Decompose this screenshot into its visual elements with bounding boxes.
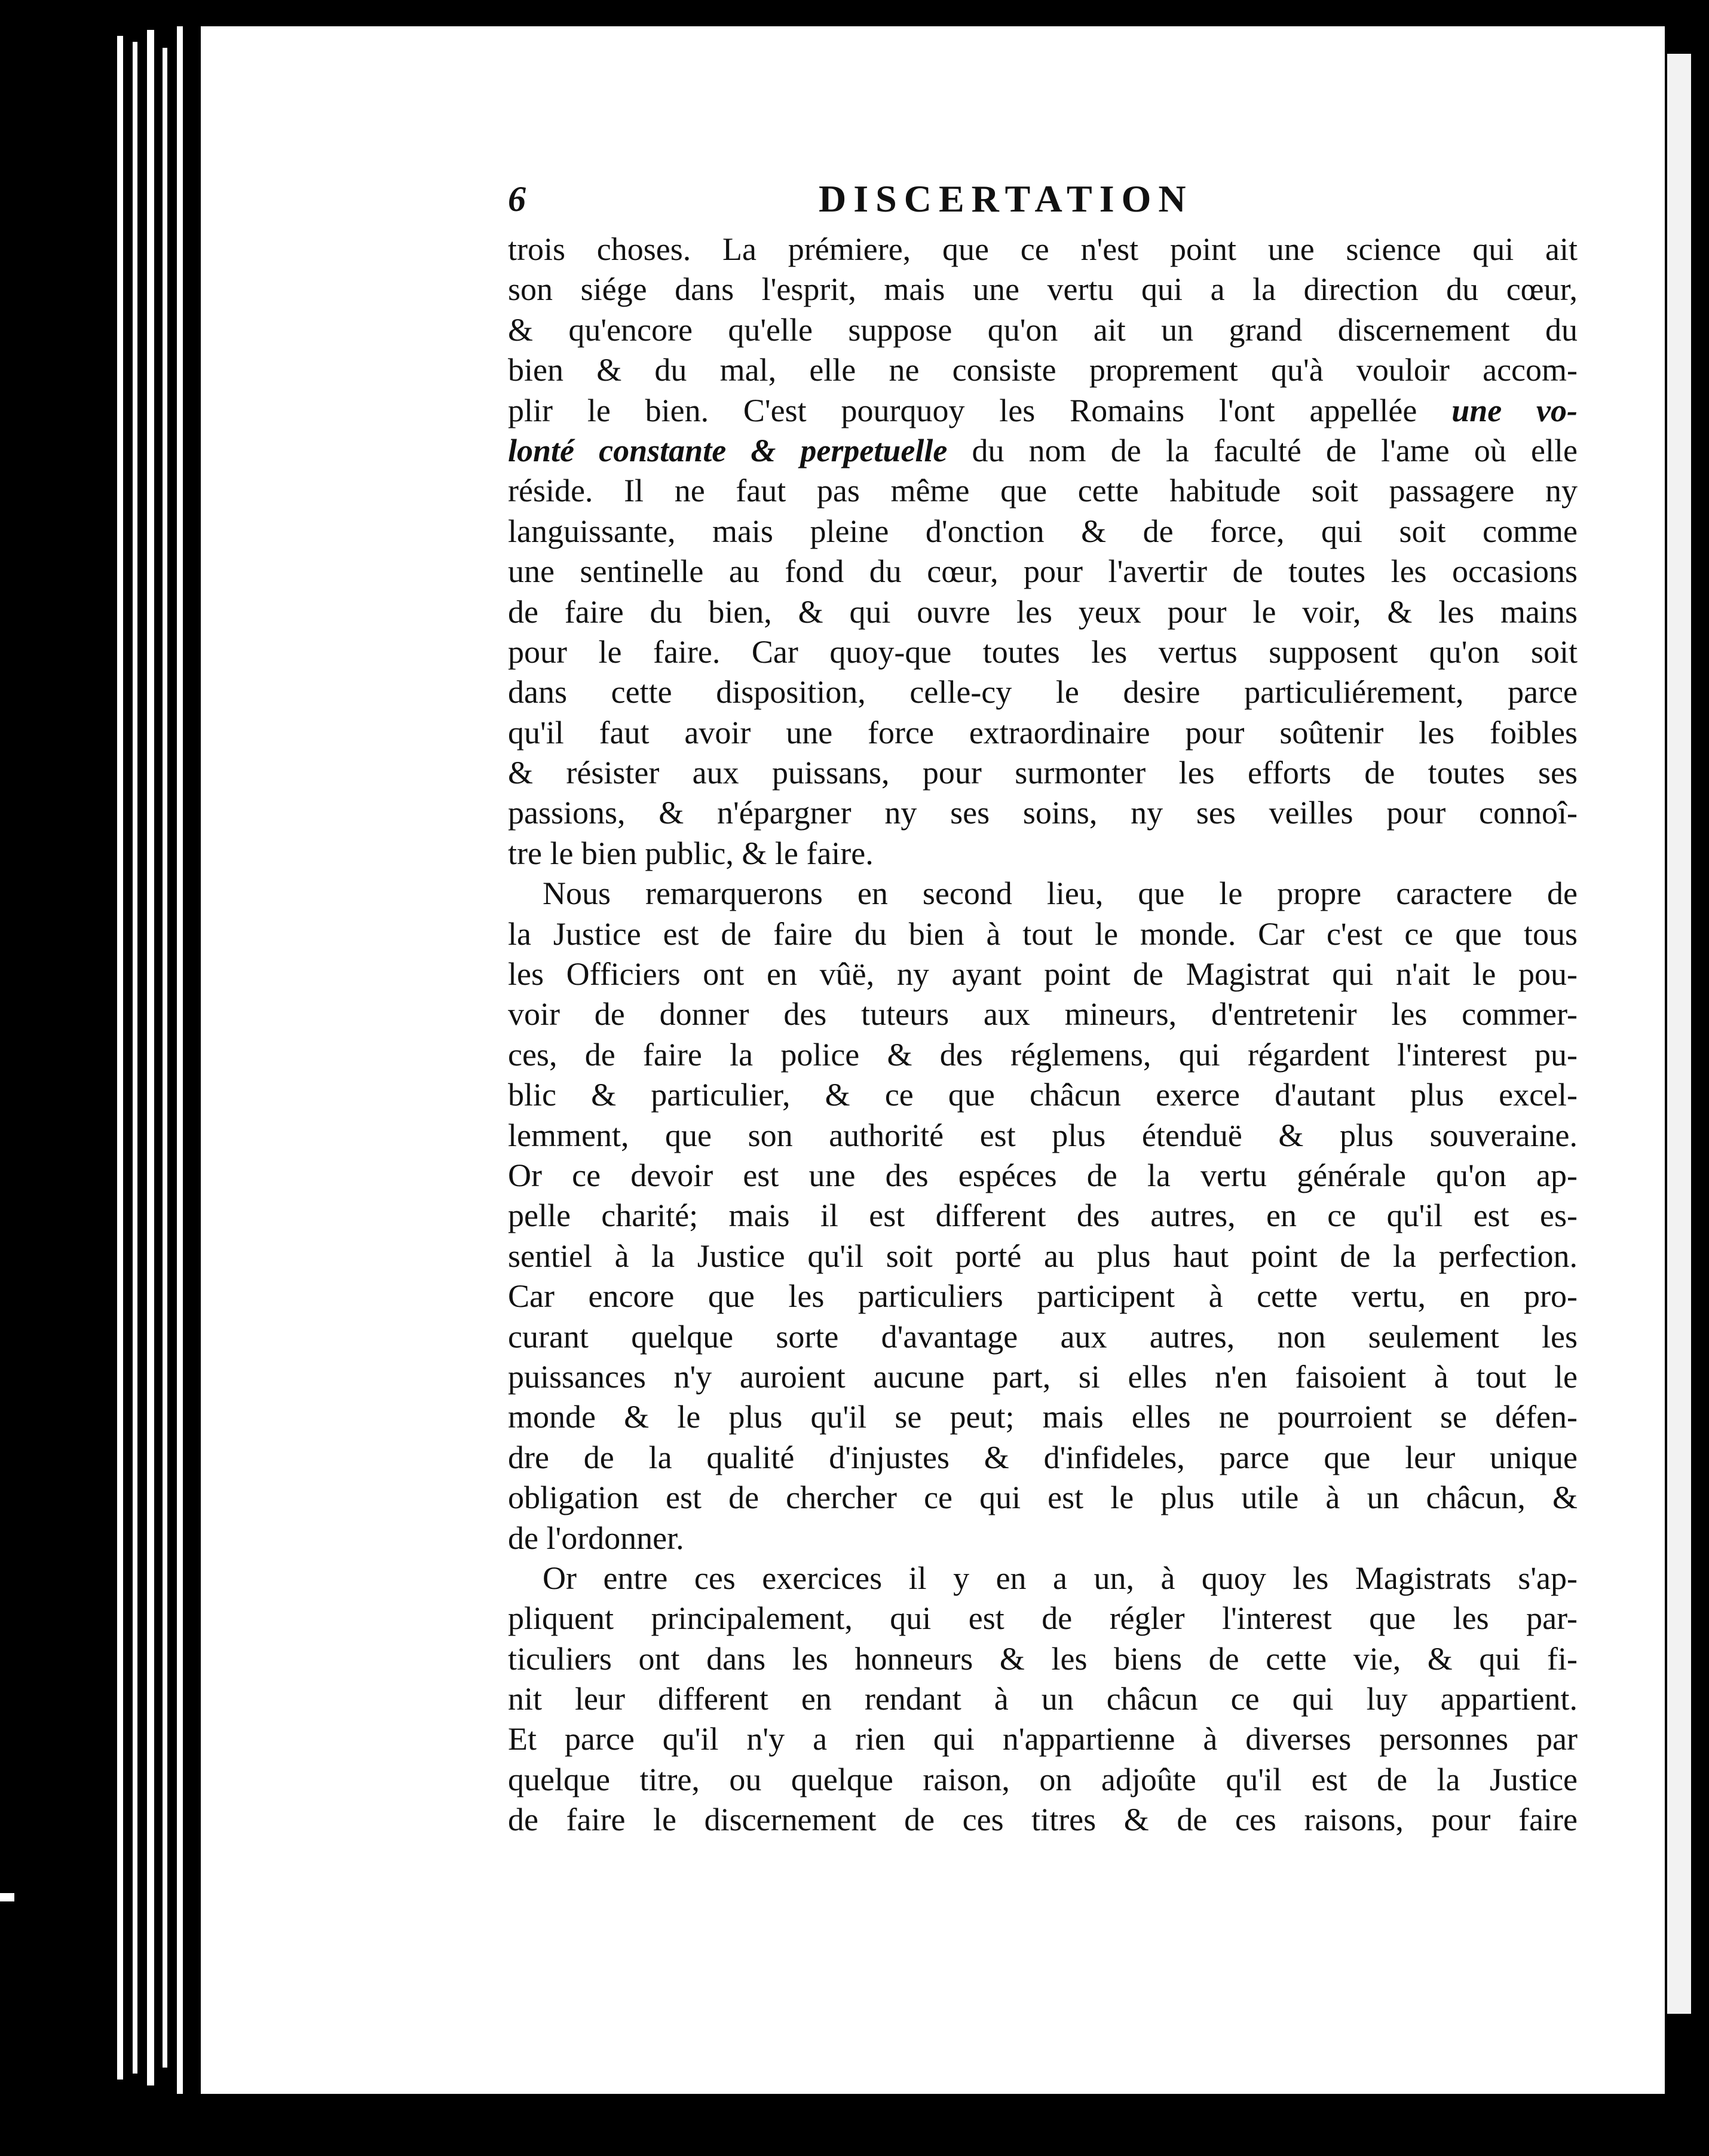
text-line: tre le bien public, & le faire.: [508, 835, 874, 871]
text-line: Et parce qu'il n'y a rien qui n'appartienne à diverses personnes par: [508, 1721, 1578, 1757]
binding-edge-strip: [177, 26, 183, 2094]
text-line: Or ce devoir est une des espéces de la vertu générale qu'on ap-: [508, 1157, 1578, 1193]
text-line: languissante, mais pleine d'onction & de force, qui soit comme: [508, 513, 1578, 549]
page-number: 6: [508, 179, 526, 219]
text-line: son siége dans l'esprit, mais une vertu qui a la direction du cœur,: [508, 271, 1578, 308]
text-line: la Justice est de faire du bien à tout le monde. Car c'est ce que tous: [508, 915, 1578, 952]
text-line: sentiel à la Justice qu'il soit porté au plus haut point de la perfection.: [508, 1238, 1578, 1274]
facing-page-edge: [1667, 54, 1695, 2014]
text-line: Car encore que les particuliers participent à cette vertu, en pro-: [508, 1278, 1578, 1315]
text-line: nit leur different en rendant à un châcun ce qui luy appartient.: [508, 1681, 1578, 1717]
text-line: curant quelque sorte d'avantage aux autres, non seulement les: [508, 1318, 1578, 1355]
text-line: lemment, que son authorité est plus étenduë & plus souveraine.: [508, 1117, 1578, 1153]
text-line: quelque titre, ou quelque raison, on adjoûte qu'il est de la Justice: [508, 1761, 1578, 1797]
text-line: obligation est de chercher ce qui est le plus utile à un châcun, &: [508, 1480, 1578, 1516]
text-line: dans cette disposition, celle-cy le desire particuliérement, parce: [508, 674, 1578, 710]
text-line: monde & le plus qu'il se peut; mais elles ne pourroient se défen-: [508, 1399, 1578, 1435]
text-line: ticuliers ont dans les honneurs & les biens de cette vie, & qui fi-: [508, 1640, 1578, 1677]
text-line: de l'ordonner.: [508, 1520, 684, 1556]
text-line: Nous remarquerons en second lieu, que le propre caractere de: [543, 875, 1578, 912]
text-line: plir le bien. C'est pourquoy les Romains l'ont appellée une vo-: [508, 392, 1578, 428]
text-line: réside. Il ne faut pas même que cette habitude soit passagere ny: [508, 473, 1578, 509]
text-line: dre de la qualité d'injustes & d'infideles, parce que leur unique: [508, 1439, 1578, 1475]
text-line: de faire du bien, & qui ouvre les yeux pour le voir, & les mains: [508, 593, 1578, 630]
text-line: & qu'encore qu'elle suppose qu'on ait un grand discernement du: [508, 311, 1578, 348]
binding-edge-strip: [147, 30, 154, 2085]
binding-edge-strip: [163, 48, 167, 2068]
italic-phrase: une vo-: [1451, 392, 1578, 428]
text-line: blic & particulier, & ce que châcun exerce d'autant plus excel-: [508, 1077, 1578, 1113]
text-line: voir de donner des tuteurs aux mineurs, d'entretenir les commer-: [508, 996, 1578, 1033]
text-line: Or entre ces exercices il y en a un, à quoy les Magistrats s'ap-: [543, 1560, 1578, 1596]
text-line: trois choses. La prémiere, que ce n'est point une science qui ait: [508, 231, 1578, 267]
page-header: [508, 172, 1572, 226]
text-line: qu'il faut avoir une force extraordinaire pour soûtenir les foibles: [508, 714, 1578, 751]
text-line: pour le faire. Car quoy-que toutes les vertus supposent qu'on soit: [508, 633, 1578, 670]
text-line: bien & du mal, elle ne consiste proprement qu'à vouloir accom-: [508, 352, 1578, 388]
text-line: passions, & n'épargner ny ses soins, ny ses veilles pour connoî-: [508, 795, 1578, 831]
text-line: pliquent principalement, qui est de régler l'interest que les par-: [508, 1600, 1578, 1637]
italic-phrase: lonté constante & perpetuelle: [508, 432, 948, 468]
body-text: [508, 229, 1578, 1840]
margin-mark: [0, 1893, 14, 1901]
binding-edge-strip: [117, 36, 123, 2080]
text-line: ces, de faire la police & des réglemens, qui régardent l'interest pu-: [508, 1036, 1578, 1073]
text-line: puissances n'y auroient aucune part, si elles n'en faisoient à tout le: [508, 1358, 1578, 1395]
text-line: pelle charité; mais il est different des autres, en ce qu'il est es-: [508, 1198, 1578, 1234]
running-title: DISCERTATION: [819, 177, 1193, 220]
text-line: & résister aux puissans, pour surmonter les efforts de toutes ses: [508, 755, 1578, 791]
text-line: les Officiers ont en vûë, ny ayant point de Magistrat qui n'ait le pou-: [508, 956, 1578, 993]
text-line: lonté constante & perpetuelle du nom de la faculté de l'ame où elle: [508, 432, 1578, 468]
text-line: de faire le discernement de ces titres & de ces raisons, pour faire: [508, 1802, 1578, 1838]
binding-edge-strip: [133, 42, 137, 2074]
text-line: une sentinelle au fond du cœur, pour l'avertir de toutes les occasions: [508, 553, 1578, 590]
